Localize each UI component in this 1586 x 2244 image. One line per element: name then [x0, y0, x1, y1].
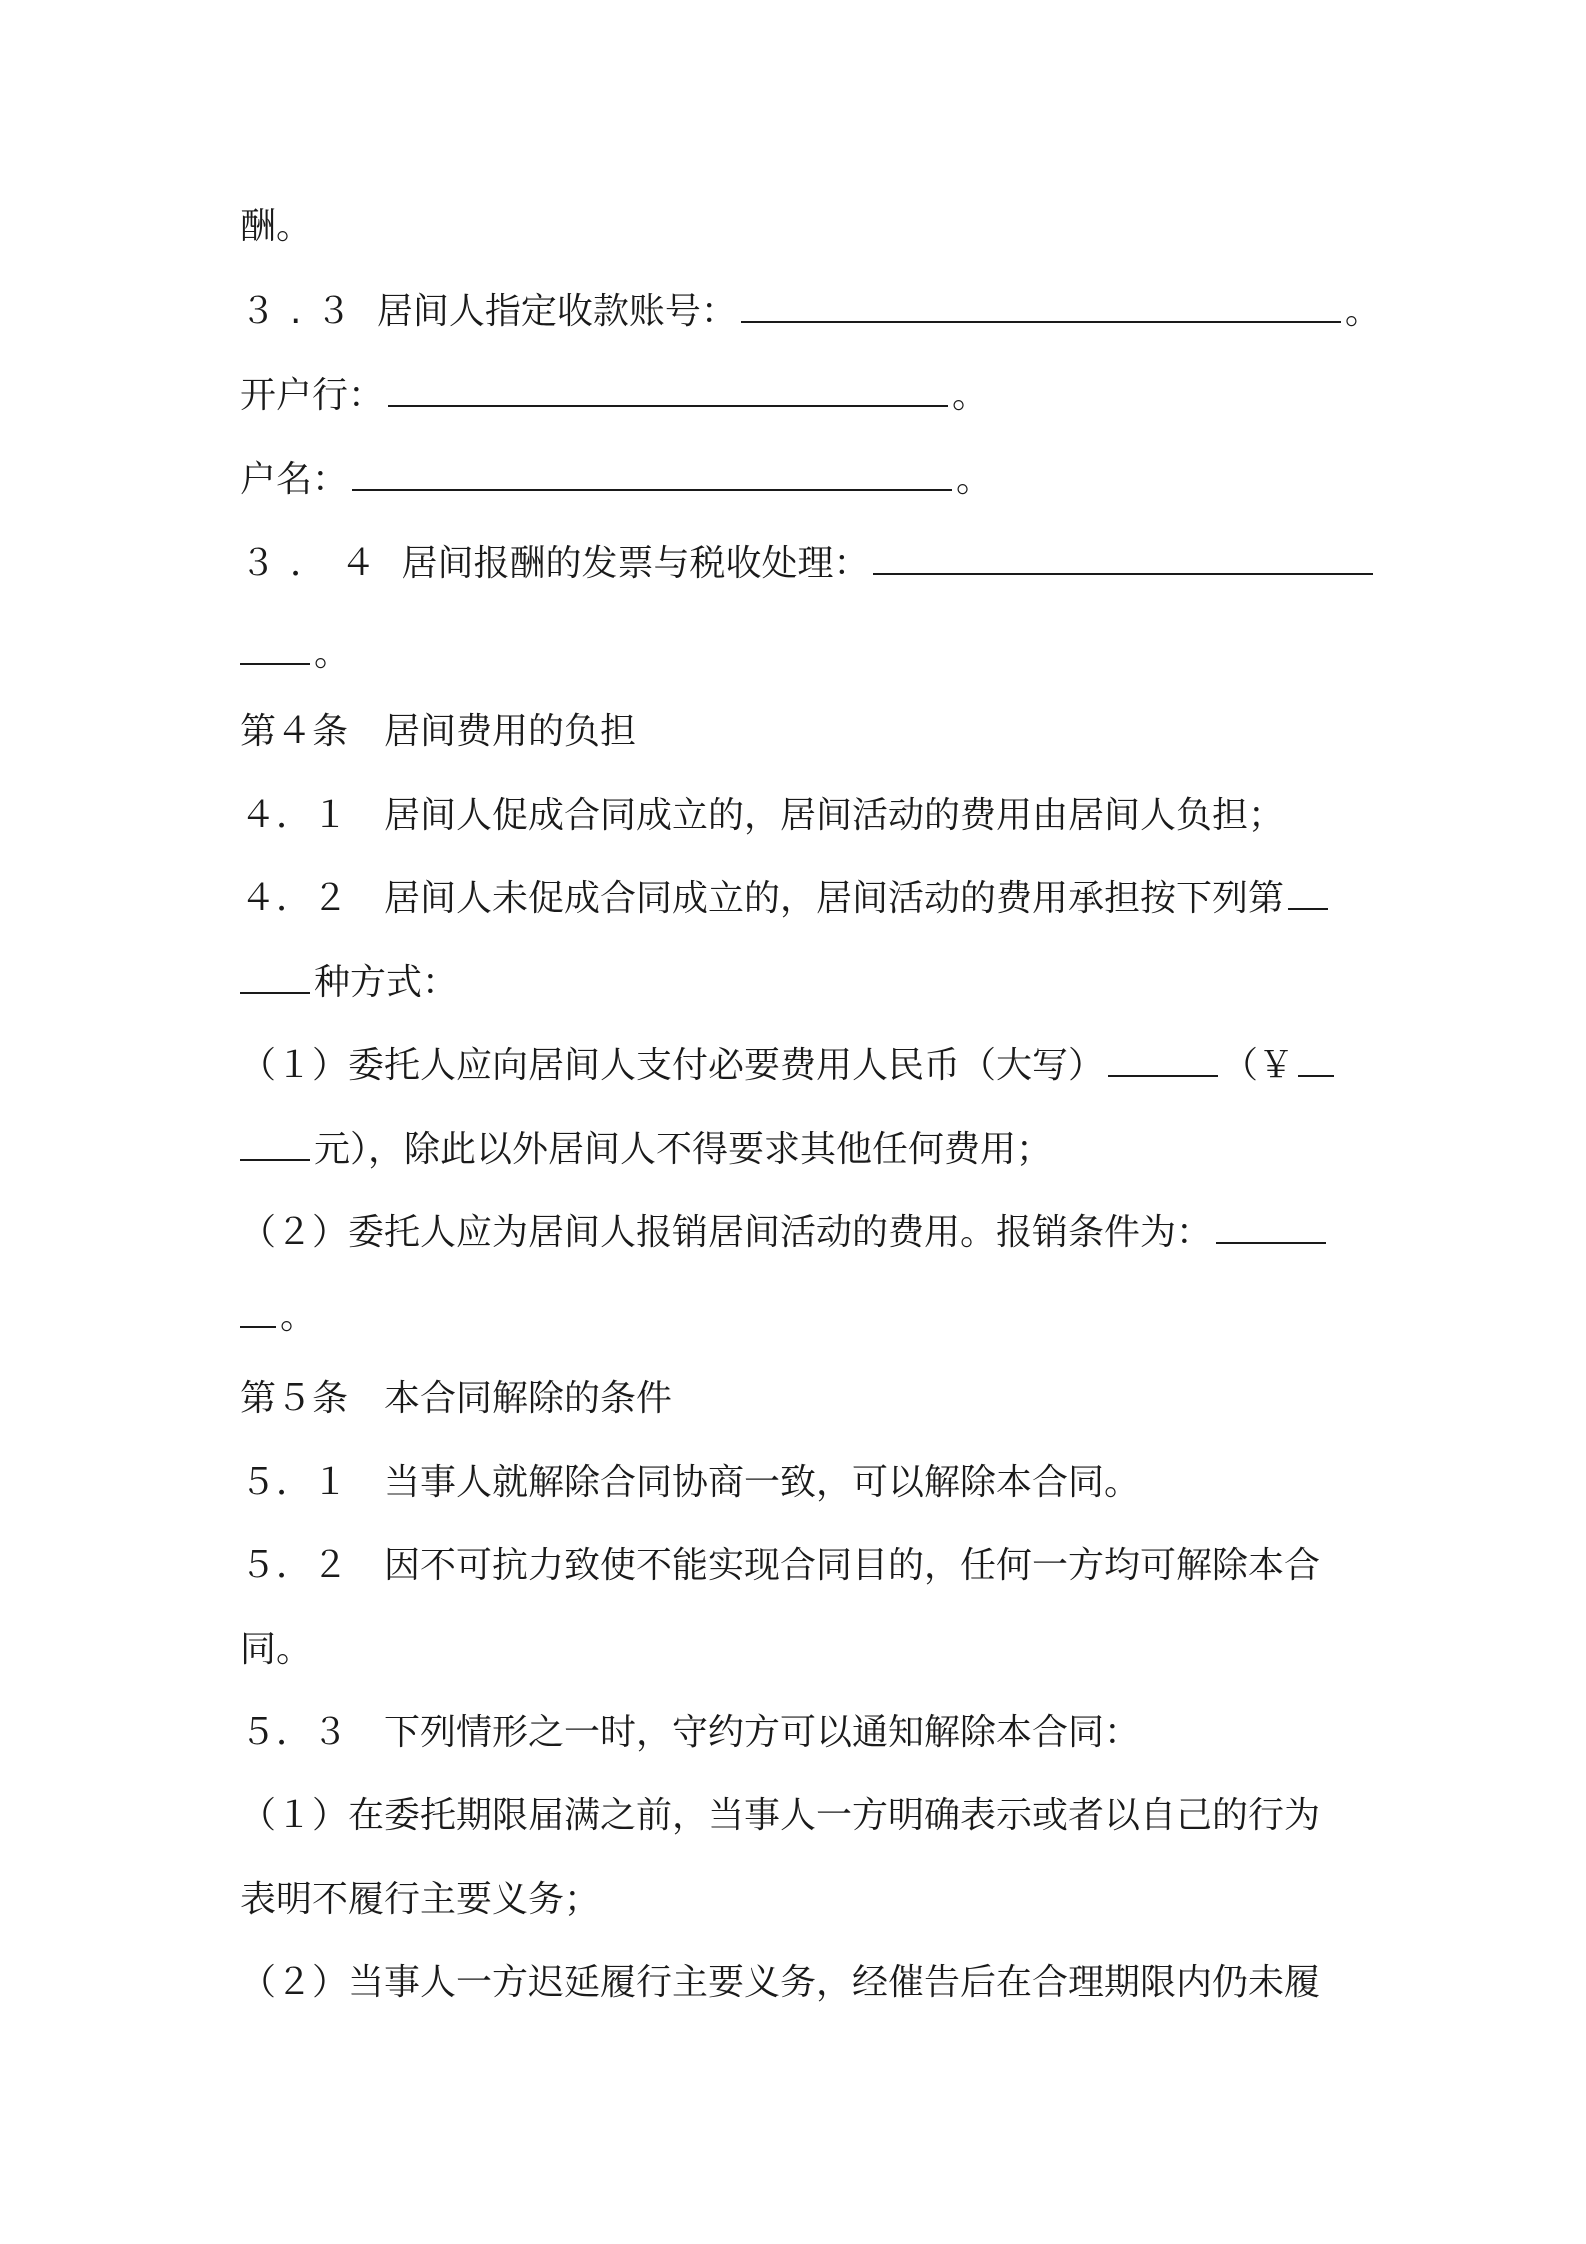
- line-text: 酬。: [240, 206, 313, 247]
- field-label: 居间人指定收款账号：: [376, 291, 737, 332]
- field-line-continuation: [240, 941, 1360, 1025]
- line-text: 第５条 本合同解除的条件: [240, 1378, 673, 1419]
- fill-in-blank[interactable]: [741, 283, 1341, 323]
- fill-in-blank[interactable]: [873, 535, 1373, 575]
- line-end: 元），除此以外居间人不得要求其他任何费用；: [314, 1129, 1053, 1170]
- field-line-bank: [240, 354, 1360, 438]
- line-text: （２）当事人一方迟延履行主要义务，经催告后在合理期限内仍未履: [240, 1962, 1321, 2003]
- field-label: （￥: [1222, 1045, 1295, 1086]
- line-text: ４．２ 居间人未促成合同成立的，居间活动的费用承担按下列第: [240, 878, 1285, 919]
- fill-in-blank[interactable]: [1216, 1204, 1326, 1244]
- field-label: 居间报酬的发票与税收处理：: [401, 543, 870, 584]
- line-end: 。: [314, 633, 351, 674]
- article-heading: [240, 1357, 1360, 1441]
- clause-line: [240, 1858, 1360, 1942]
- article-heading: [240, 690, 1360, 774]
- clause-line: [240, 1774, 1360, 1858]
- clause-number: ３.３: [240, 291, 366, 332]
- fill-in-blank[interactable]: [388, 367, 948, 407]
- text-line: [240, 185, 1360, 269]
- line-text: 表明不履行主要义务；: [240, 1879, 601, 1920]
- clause-line: [240, 1608, 1360, 1692]
- line-end: 。: [1344, 291, 1381, 332]
- line-end: 。: [952, 375, 989, 416]
- field-line-continuation: [240, 612, 1360, 696]
- field-label: 户名：: [240, 459, 349, 500]
- fill-in-blank[interactable]: [240, 1121, 310, 1161]
- line-text: ５．２ 因不可抗力致使不能实现合同目的，任何一方均可解除本合: [240, 1545, 1321, 1586]
- fill-in-blank[interactable]: [1288, 870, 1328, 910]
- clause-line: [240, 1941, 1360, 2025]
- line-end: 。: [956, 459, 993, 500]
- field-label: （１）委托人应向居间人支付必要费用人民币（大写）: [240, 1045, 1105, 1086]
- field-line-account: [240, 270, 1381, 354]
- field-line-continuation: [240, 1275, 1360, 1359]
- fill-in-blank[interactable]: [240, 954, 310, 994]
- line-text: ５．１ 当事人就解除合同协商一致，可以解除本合同。: [240, 1462, 1141, 1503]
- clause-line: [240, 1441, 1360, 1525]
- fill-in-blank[interactable]: [352, 451, 952, 491]
- line-end: 种方式：: [314, 962, 459, 1003]
- field-line-name: [240, 438, 1360, 522]
- clause-line: [240, 857, 1360, 941]
- field-label: （２）委托人应为居间人报销居间活动的费用。报销条件为：: [240, 1212, 1213, 1253]
- line-text: （１）在委托期限届满之前，当事人一方明确表示或者以自己的行为: [240, 1795, 1321, 1836]
- field-line-continuation: [240, 1108, 1360, 1192]
- fill-in-blank[interactable]: [240, 1288, 276, 1328]
- line-text: ４．１ 居间人促成合同成立的，居间活动的费用由居间人负担；: [240, 795, 1285, 836]
- line-end: 。: [280, 1296, 317, 1337]
- field-line-fee: [240, 1024, 1360, 1108]
- fill-in-blank[interactable]: [1108, 1037, 1218, 1077]
- line-text: 同。: [240, 1629, 313, 1670]
- field-label: 开户行：: [240, 375, 385, 416]
- line-text: ５．３ 下列情形之一时，守约方可以通知解除本合同：: [240, 1712, 1141, 1753]
- fill-in-blank[interactable]: [240, 625, 310, 665]
- clause-number: ３．４: [240, 543, 391, 584]
- clause-line: [240, 774, 1360, 858]
- clause-line: [240, 1691, 1360, 1775]
- field-line-invoice: [240, 522, 1360, 606]
- clause-line: [240, 1524, 1360, 1608]
- line-text: 第４条 居间费用的负担: [240, 711, 637, 752]
- field-line-reimburse: [240, 1191, 1360, 1275]
- fill-in-blank[interactable]: [1298, 1037, 1334, 1077]
